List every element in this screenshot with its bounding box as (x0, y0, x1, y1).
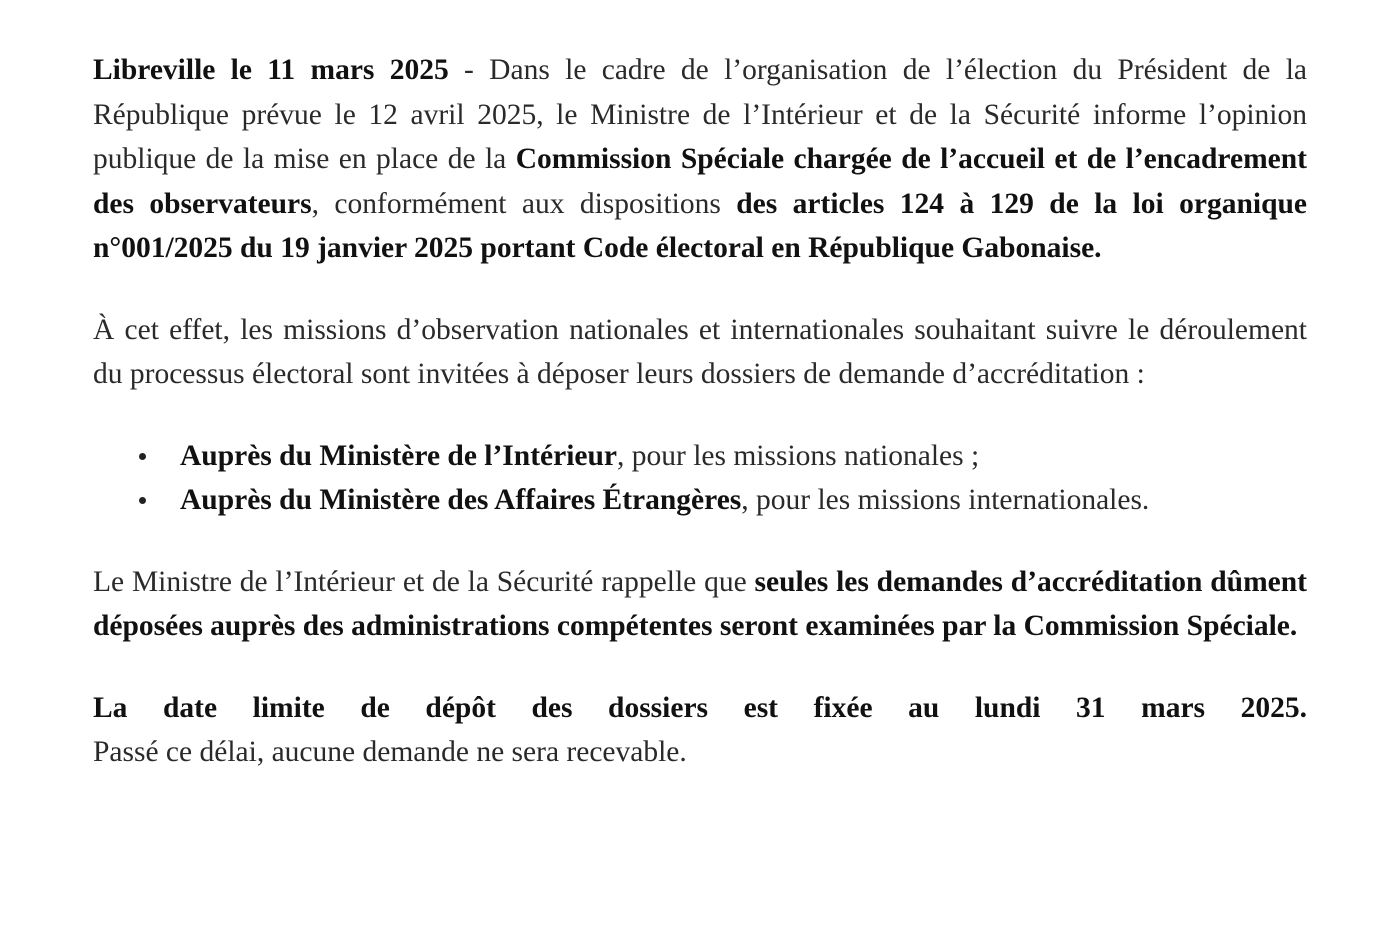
invitation-text: À cet effet, les missions d’observation nationales et internationales souhaitant suivre le déroulement du processus électoral sont invitées à déposer leurs dossiers de demande d’accréditation : (93, 313, 1307, 390)
press-release-body (93, 48, 1307, 775)
list-item-text: , pour les missions internationales. (741, 484, 1150, 516)
list-item (93, 434, 1307, 479)
deadline-note: Passé ce délai, aucune demande ne sera recevable. (93, 736, 687, 768)
dateline: Libreville le 11 mars 2025 (93, 54, 449, 86)
announcement-text: - Dans le cadre de l’organisation de l’élection du Président de la République prévue le 12 avril 2025, le Ministre de l’Intérieur et de la Sécurité informe l’opinion publique de la mise en place de la (93, 54, 1307, 175)
submission-locations-list (93, 434, 1307, 523)
paragraph-deadline (93, 686, 1307, 775)
list-item-text: , pour les missions nationales ; (617, 439, 980, 472)
paragraph-announcement (93, 48, 1307, 271)
paragraph-invitation (93, 308, 1307, 397)
list-item-bold: Auprès du Ministère des Affaires Étrangères (180, 484, 742, 516)
bullet-icon (139, 453, 146, 460)
bullet-icon (139, 497, 146, 504)
deadline-text: La date limite de dépôt des dossiers est fixée au lundi 31 mars 2025. (93, 691, 1307, 724)
paragraph-reminder (93, 560, 1307, 649)
list-item (93, 478, 1307, 523)
commission-name: Commission Spéciale chargée de l’accueil et de l’encadrement des observateurs (93, 143, 1307, 220)
list-item-bold: Auprès du Ministère de l’Intérieur (180, 439, 617, 472)
legal-reference: des articles 124 à 129 de la loi organique n°001/2025 du 19 janvier 2025 portant Code électoral en République Gabonaise. (93, 187, 1307, 264)
conformity-text: , conformément aux dispositions (311, 187, 737, 220)
reminder-text: Le Ministre de l’Intérieur et de la Sécurité rappelle que (93, 565, 755, 598)
reminder-emphasis: seules les demandes d’accréditation dûment déposées auprès des administrations compétentes seront examinées par la Commission Spéciale. (93, 565, 1307, 642)
